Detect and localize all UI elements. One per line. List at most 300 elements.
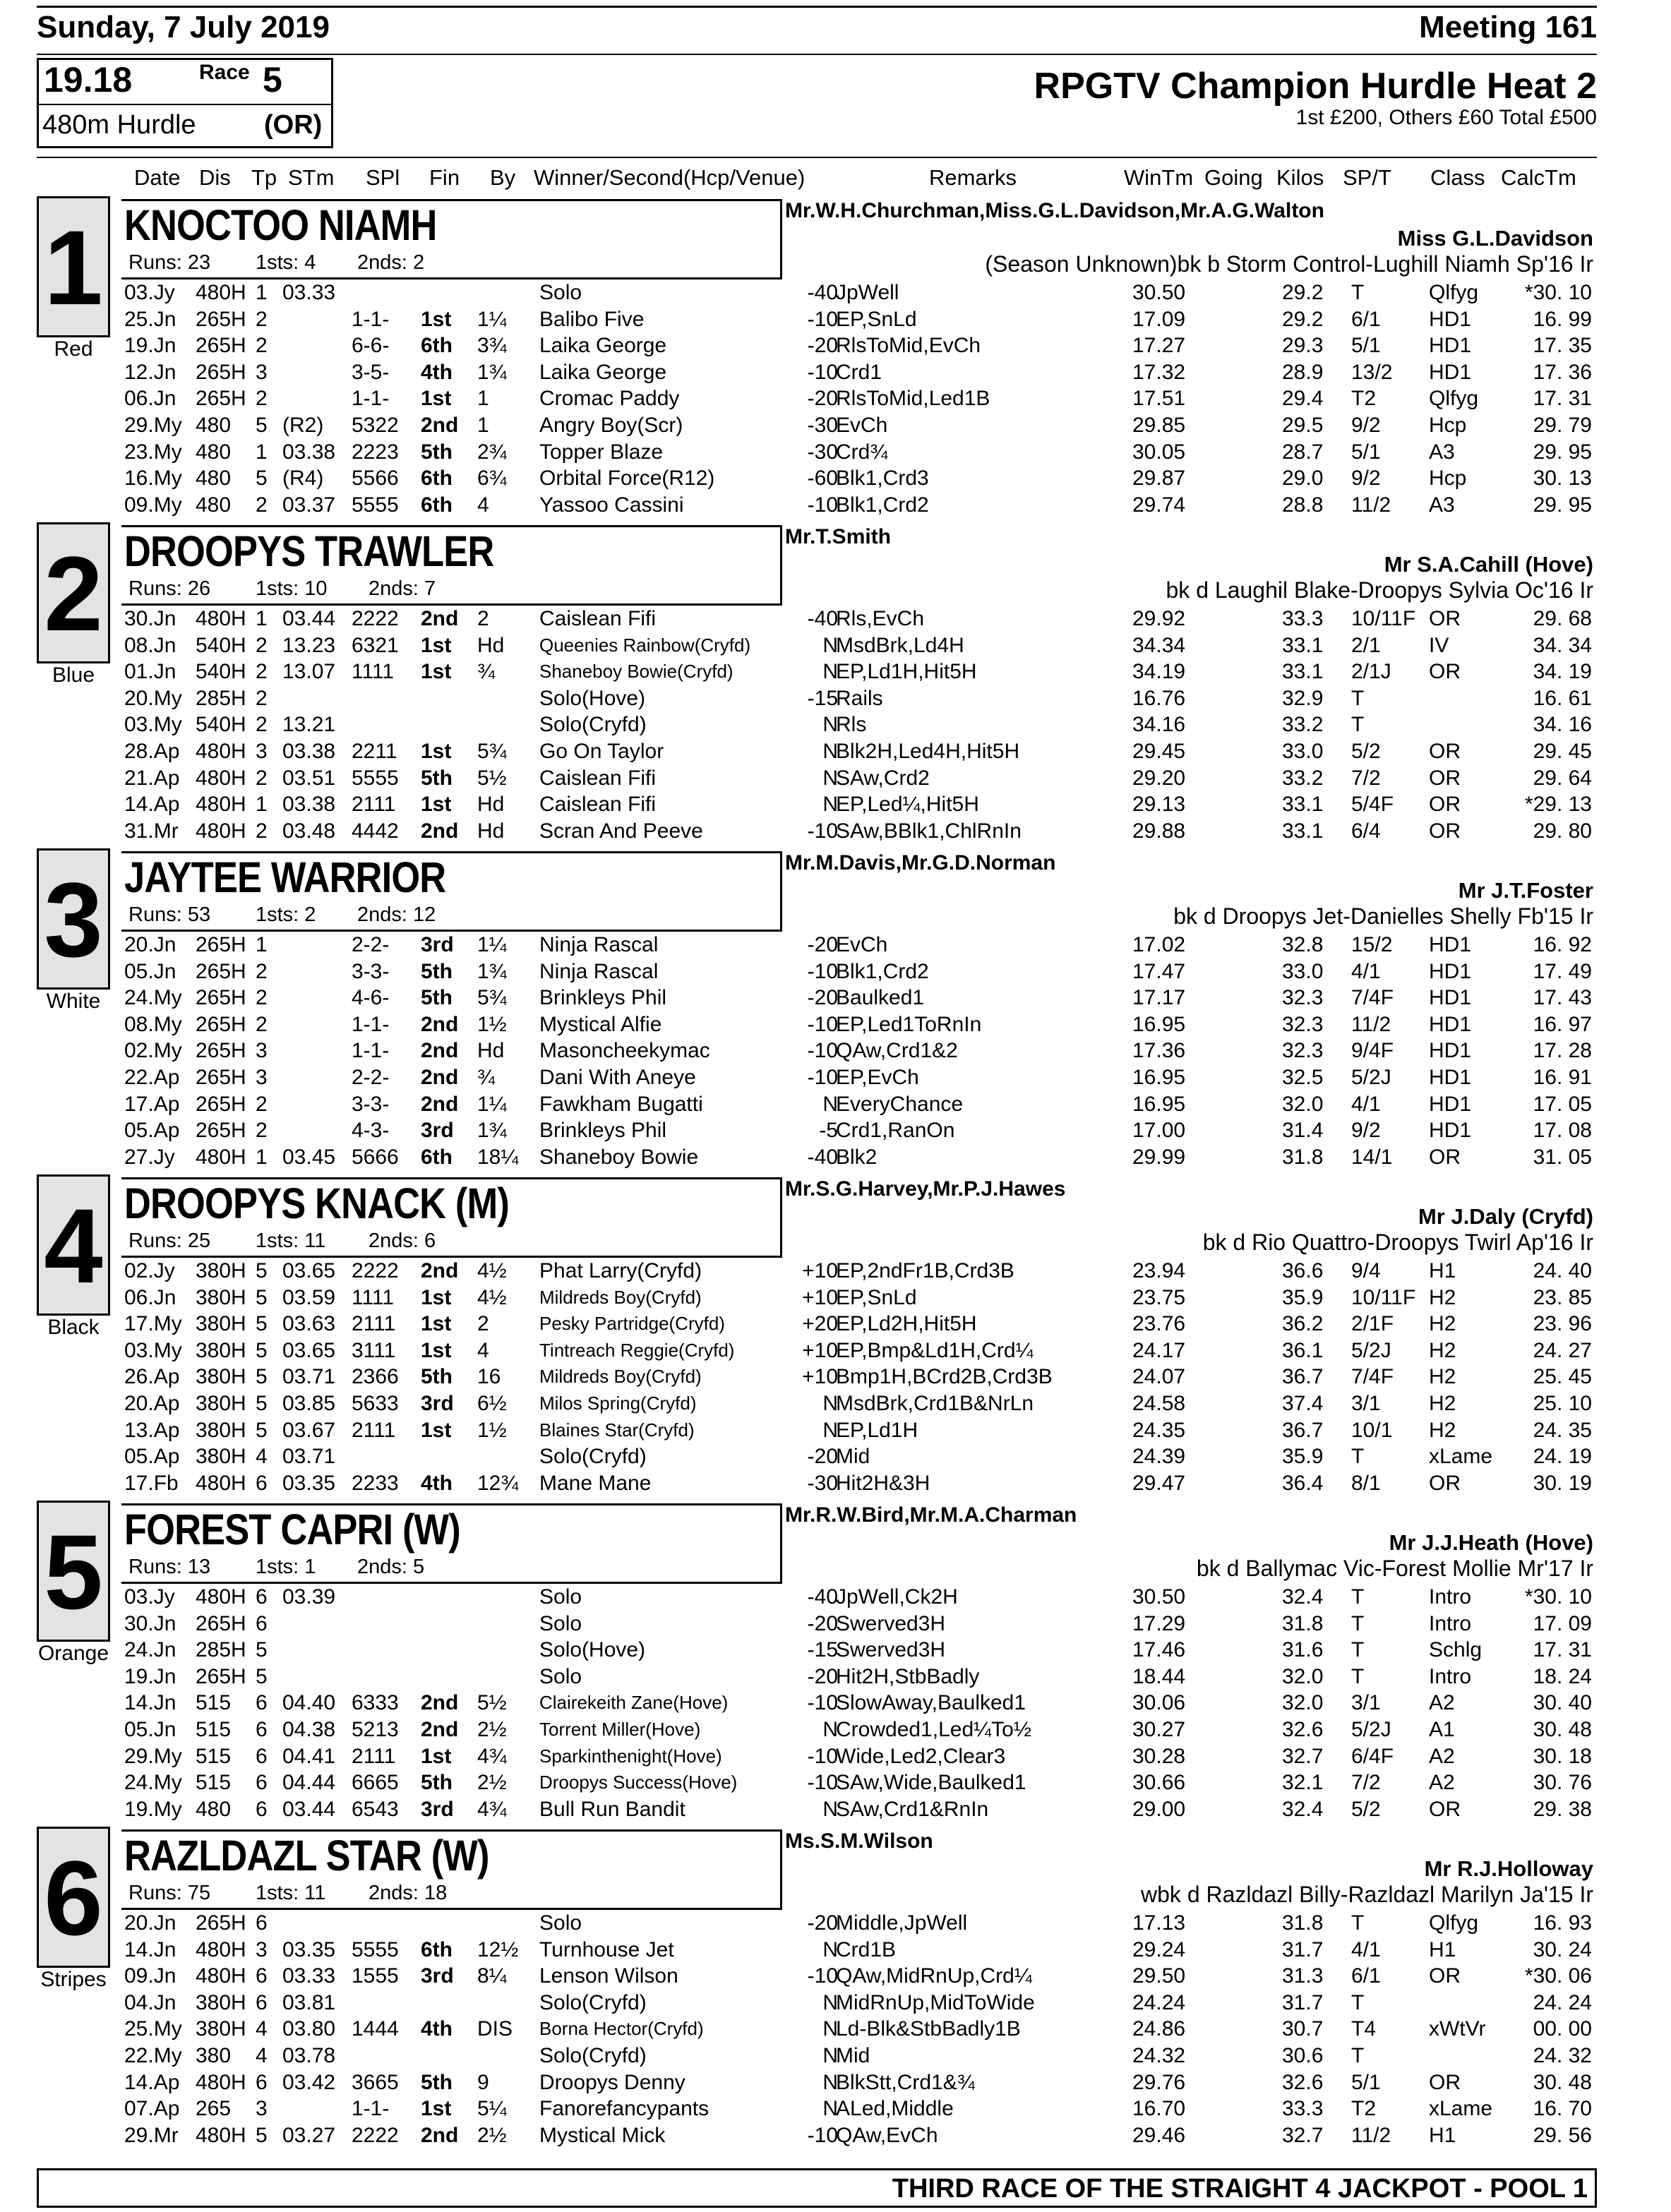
form-remarks: SAw,Wide,Baulked1 bbox=[836, 1771, 1026, 1795]
form-starting-price: 5/1 bbox=[1351, 440, 1381, 464]
form-line bbox=[0, 1664, 1671, 1690]
form-winning-time: 17.36 bbox=[1132, 1039, 1186, 1063]
form-date: 03.My bbox=[124, 713, 182, 737]
form-trap: 1 bbox=[256, 607, 268, 630]
form-going: -10 bbox=[807, 2123, 838, 2147]
form-sectional-time: 04.38 bbox=[282, 1718, 336, 1741]
form-weight: 32.3 bbox=[1282, 1012, 1324, 1036]
form-winning-time: 29.99 bbox=[1132, 1145, 1186, 1169]
form-winner-second: Droopys Success(Hove) bbox=[539, 1772, 738, 1793]
form-winner-second: Go On Taylor bbox=[539, 740, 664, 763]
form-sectional-time: 03.63 bbox=[282, 1312, 336, 1336]
col-remarks: Remarks bbox=[929, 165, 1017, 190]
form-winner-second: Phat Larry(Cryfd) bbox=[539, 1259, 702, 1282]
form-class: Intro bbox=[1429, 1611, 1472, 1635]
form-trap: 2 bbox=[256, 766, 268, 790]
form-class: HD1 bbox=[1429, 334, 1472, 358]
form-finish: 2nd bbox=[421, 1092, 459, 1116]
form-date: 08.My bbox=[124, 1012, 182, 1036]
form-trap: 2 bbox=[256, 1012, 268, 1036]
form-weight: 29.2 bbox=[1282, 307, 1324, 331]
form-sectional-time: 03.67 bbox=[282, 1418, 336, 1442]
seconds-count: 2nds: 2 bbox=[357, 251, 425, 274]
form-line bbox=[0, 465, 1671, 491]
form-remarks: Blk2 bbox=[836, 1145, 878, 1169]
form-sectional-time: 03.65 bbox=[282, 1259, 336, 1282]
form-starting-price: 8/1 bbox=[1351, 1471, 1381, 1495]
form-finish: 1st bbox=[421, 1744, 452, 1768]
form-class: A2 bbox=[1429, 1691, 1455, 1715]
form-finish: 2nd bbox=[421, 1718, 459, 1741]
form-finish: 1st bbox=[421, 1285, 452, 1309]
form-sectional-time: 03.85 bbox=[282, 1392, 336, 1415]
form-distance-beaten: 5¾ bbox=[477, 740, 507, 763]
form-starting-price: 4/1 bbox=[1351, 1937, 1381, 1961]
form-winner-second: Caislean Fifi bbox=[539, 607, 657, 630]
form-trap: 5 bbox=[256, 1418, 268, 1442]
form-weight: 36.1 bbox=[1282, 1338, 1324, 1362]
trap-number: 5 bbox=[44, 1513, 103, 1631]
form-class: OR bbox=[1429, 793, 1461, 817]
form-calculated-time: 29. 95 bbox=[1533, 493, 1592, 517]
form-weight: 32.7 bbox=[1282, 1744, 1324, 1768]
form-split-positions: 1-1- bbox=[352, 1012, 390, 1036]
form-trap: 4 bbox=[256, 1445, 268, 1469]
race-time: 19.18 bbox=[44, 60, 133, 100]
form-starting-price: 5/2 bbox=[1351, 1797, 1381, 1821]
form-going: N bbox=[822, 1797, 838, 1821]
form-winning-time: 23.76 bbox=[1132, 1312, 1186, 1336]
form-going: -30 bbox=[807, 1471, 838, 1495]
form-weight: 31.3 bbox=[1282, 1964, 1324, 1988]
form-date: 03.My bbox=[124, 1338, 182, 1362]
form-finish: 6th bbox=[421, 493, 453, 517]
form-line bbox=[0, 359, 1671, 385]
form-calculated-time: 34. 34 bbox=[1533, 633, 1592, 657]
form-line bbox=[0, 1637, 1671, 1663]
form-class: A2 bbox=[1429, 1771, 1455, 1795]
form-distance: 380H bbox=[196, 1338, 246, 1362]
form-date: 14.Ap bbox=[124, 2070, 180, 2094]
form-line bbox=[0, 1285, 1671, 1311]
form-distance: 265H bbox=[196, 986, 246, 1010]
form-weight: 33.1 bbox=[1282, 660, 1324, 684]
form-starting-price: 7/2 bbox=[1351, 1771, 1381, 1795]
form-winner-second: Solo bbox=[539, 1664, 582, 1688]
form-date: 19.My bbox=[124, 1797, 182, 1821]
form-class: H2 bbox=[1429, 1285, 1456, 1309]
form-split-positions: 2111 bbox=[352, 1744, 396, 1768]
form-remarks: RlsToMid,Led1B bbox=[836, 387, 990, 411]
form-distance: 480H bbox=[196, 1145, 246, 1169]
form-distance: 380 bbox=[196, 2044, 232, 2067]
form-weight: 32.7 bbox=[1282, 2123, 1324, 2147]
form-line bbox=[0, 685, 1671, 711]
form-date: 13.Ap bbox=[124, 1418, 180, 1442]
form-winner-second: Angry Boy(Scr) bbox=[539, 414, 683, 437]
form-remarks: Mid bbox=[836, 2044, 870, 2067]
form-distance-beaten: 16 bbox=[477, 1365, 501, 1389]
form-weight: 37.4 bbox=[1282, 1392, 1324, 1415]
form-trap: 4 bbox=[256, 2044, 268, 2067]
form-remarks: EveryChance bbox=[836, 1092, 964, 1116]
trainer: Mr J.J.Heath (Hove) bbox=[1389, 1530, 1593, 1555]
form-starting-price: 5/2 bbox=[1351, 740, 1381, 763]
form-trap: 5 bbox=[256, 467, 268, 491]
form-going: N bbox=[822, 1418, 838, 1442]
form-remarks: EP,Ld2H,Hit5H bbox=[836, 1312, 977, 1336]
form-winning-time: 17.00 bbox=[1132, 1119, 1186, 1143]
form-date: 25.Jn bbox=[124, 307, 176, 331]
form-calculated-time: 30. 19 bbox=[1533, 1471, 1592, 1495]
form-calculated-time: 30. 24 bbox=[1533, 1937, 1592, 1961]
form-line bbox=[0, 738, 1671, 764]
firsts-count: 1sts: 11 bbox=[256, 1230, 326, 1252]
form-distance-beaten: 18¼ bbox=[477, 1145, 519, 1169]
form-calculated-time: *30. 10 bbox=[1524, 281, 1592, 304]
form-trap: 2 bbox=[256, 660, 268, 684]
form-distance: 265 bbox=[196, 2097, 232, 2121]
form-class: A3 bbox=[1429, 440, 1455, 464]
form-class: Qlfyg bbox=[1429, 387, 1479, 411]
form-remarks: EP,SnLd bbox=[836, 307, 917, 331]
form-trap: 3 bbox=[256, 740, 268, 763]
form-going: N bbox=[822, 1392, 838, 1415]
breeding: bk d Droopys Jet-Danielles Shelly Fb'15 Ir bbox=[1173, 903, 1593, 929]
race-grade: (OR) bbox=[264, 110, 323, 140]
form-calculated-time: 30. 76 bbox=[1533, 1771, 1592, 1795]
trap-number: 1 bbox=[44, 208, 103, 327]
form-split-positions: 5213 bbox=[352, 1718, 399, 1741]
form-trap: 6 bbox=[256, 1797, 268, 1821]
form-going: N bbox=[822, 1990, 838, 2014]
form-line bbox=[0, 332, 1671, 359]
form-going: -15 bbox=[807, 686, 838, 710]
form-starting-price: 9/2 bbox=[1351, 414, 1381, 437]
form-finish: 5th bbox=[421, 986, 453, 1010]
form-split-positions: 5322 bbox=[352, 414, 399, 437]
form-distance-beaten: 5½ bbox=[477, 1691, 507, 1715]
form-going: -20 bbox=[807, 933, 838, 956]
form-calculated-time: 17. 49 bbox=[1533, 959, 1592, 983]
form-winning-time: 17.13 bbox=[1132, 1911, 1186, 1935]
form-remarks: EP,Bmp&Ld1H,Crd¼ bbox=[836, 1338, 1034, 1362]
form-weight: 29.2 bbox=[1282, 281, 1324, 304]
form-weight: 35.9 bbox=[1282, 1285, 1324, 1309]
form-going: -30 bbox=[807, 440, 838, 464]
form-finish: 1st bbox=[421, 1338, 452, 1362]
form-date: 20.My bbox=[124, 686, 182, 710]
form-distance: 380H bbox=[196, 1312, 246, 1336]
form-winning-time: 17.29 bbox=[1132, 1611, 1186, 1635]
form-trap: 6 bbox=[256, 1911, 268, 1935]
form-winning-time: 29.74 bbox=[1132, 493, 1186, 517]
form-winner-second: Fanorefancypants bbox=[539, 2097, 709, 2121]
form-remarks: EP,EvCh bbox=[836, 1066, 919, 1089]
form-date: 20.Ap bbox=[124, 1392, 180, 1415]
form-distance: 480H bbox=[196, 740, 246, 763]
form-distance: 480 bbox=[196, 467, 232, 491]
form-line bbox=[0, 632, 1671, 659]
seconds-count: 2nds: 5 bbox=[357, 1556, 425, 1578]
form-class: HD1 bbox=[1429, 1039, 1472, 1063]
form-starting-price: 14/1 bbox=[1351, 1145, 1393, 1169]
form-line bbox=[0, 1091, 1671, 1117]
form-going: -20 bbox=[807, 1445, 838, 1469]
form-going: -40 bbox=[807, 1585, 838, 1609]
form-split-positions: 6665 bbox=[352, 1771, 399, 1795]
form-distance: 480H bbox=[196, 1937, 246, 1961]
form-remarks: MidRnUp,MidToWide bbox=[836, 1990, 1035, 2014]
form-class: OR bbox=[1429, 1471, 1461, 1495]
form-winner-second: Solo bbox=[539, 1585, 582, 1609]
trap-number: 2 bbox=[44, 534, 103, 653]
form-calculated-time: 24. 40 bbox=[1533, 1259, 1592, 1282]
form-starting-price: 3/1 bbox=[1351, 1392, 1381, 1415]
form-distance: 265H bbox=[196, 307, 246, 331]
form-split-positions: 3-3- bbox=[352, 959, 390, 983]
form-calculated-time: 34. 16 bbox=[1533, 713, 1592, 737]
form-split-positions: 2222 bbox=[352, 2123, 399, 2147]
form-class: Intro bbox=[1429, 1585, 1472, 1609]
form-starting-price: 9/2 bbox=[1351, 467, 1381, 491]
form-winning-time: 17.27 bbox=[1132, 334, 1186, 358]
form-trap: 6 bbox=[256, 1585, 268, 1609]
form-trap: 2 bbox=[256, 493, 268, 517]
form-class: A3 bbox=[1429, 493, 1455, 517]
form-trap: 2 bbox=[256, 819, 268, 843]
form-distance: 265H bbox=[196, 933, 246, 956]
form-winning-time: 30.06 bbox=[1132, 1691, 1186, 1715]
prize-money: 1st £200, Others £60 Total £500 bbox=[1295, 106, 1597, 129]
form-weight: 33.2 bbox=[1282, 766, 1324, 790]
form-distance: 380H bbox=[196, 1445, 246, 1469]
form-class: H1 bbox=[1429, 1937, 1456, 1961]
form-class: xWtVr bbox=[1429, 2017, 1486, 2041]
form-date: 07.Ap bbox=[124, 2097, 180, 2121]
form-starting-price: T bbox=[1351, 713, 1365, 737]
form-line bbox=[0, 279, 1671, 306]
form-starting-price: 5/1 bbox=[1351, 334, 1381, 358]
form-sectional-time: 03.42 bbox=[282, 2070, 336, 2094]
form-going: -40 bbox=[807, 1145, 838, 1169]
form-winning-time: 17.02 bbox=[1132, 933, 1186, 956]
form-calculated-time: 24. 35 bbox=[1533, 1418, 1592, 1442]
form-finish: 1st bbox=[421, 2097, 452, 2121]
form-remarks: Ld-Blk&StbBadly1B bbox=[836, 2017, 1021, 2041]
form-trap: 3 bbox=[256, 360, 268, 384]
form-sectional-time: 03.44 bbox=[282, 607, 336, 630]
form-sectional-time: 03.38 bbox=[282, 740, 336, 763]
form-distance-beaten: 4¾ bbox=[477, 1797, 507, 1821]
trainer: Mr J.Daly (Cryfd) bbox=[1418, 1204, 1593, 1229]
form-starting-price: 3/1 bbox=[1351, 1691, 1381, 1715]
form-winning-time: 34.19 bbox=[1132, 660, 1186, 684]
form-weight: 31.4 bbox=[1282, 1119, 1324, 1143]
form-going: -40 bbox=[807, 607, 838, 630]
form-winning-time: 16.70 bbox=[1132, 2097, 1186, 2121]
form-class: OR bbox=[1429, 1145, 1461, 1169]
form-distance: 480 bbox=[196, 1797, 232, 1821]
form-sectional-time: 03.39 bbox=[282, 1585, 336, 1609]
form-weight: 33.3 bbox=[1282, 2097, 1324, 2121]
form-winner-second: Tintreach Reggie(Cryfd) bbox=[539, 1339, 735, 1361]
form-split-positions: 6543 bbox=[352, 1797, 399, 1821]
form-distance-beaten: 9 bbox=[477, 2070, 489, 2094]
form-line bbox=[0, 1011, 1671, 1038]
form-class: Hcp bbox=[1429, 467, 1467, 491]
form-going: N bbox=[822, 2044, 838, 2067]
form-distance: 265H bbox=[196, 1611, 246, 1635]
form-line bbox=[0, 385, 1671, 411]
col-class: Class bbox=[1430, 165, 1485, 190]
form-distance: 480H bbox=[196, 281, 246, 304]
form-calculated-time: 29. 45 bbox=[1533, 740, 1592, 763]
form-distance: 285H bbox=[196, 686, 246, 710]
form-starting-price: 5/2J bbox=[1351, 1718, 1391, 1741]
form-date: 30.Jn bbox=[124, 607, 176, 630]
form-date: 04.Jn bbox=[124, 1990, 176, 2014]
form-going: -10 bbox=[807, 959, 838, 983]
runs-count: Runs: 53 bbox=[128, 903, 211, 926]
form-calculated-time: 30. 48 bbox=[1533, 2070, 1592, 2094]
form-calculated-time: 16. 92 bbox=[1533, 933, 1592, 956]
form-remarks: SAw,Crd1&RnIn bbox=[836, 1797, 989, 1821]
form-distance: 380H bbox=[196, 1365, 246, 1389]
form-winner-second: Blaines Star(Cryfd) bbox=[539, 1419, 695, 1441]
form-sectional-time: 03.65 bbox=[282, 1338, 336, 1362]
form-trap: 5 bbox=[256, 1338, 268, 1362]
form-line bbox=[0, 1470, 1671, 1496]
form-distance-beaten: Hd bbox=[477, 819, 505, 843]
form-class: OR bbox=[1429, 740, 1461, 763]
form-line bbox=[0, 2096, 1671, 2122]
form-starting-price: 7/2 bbox=[1351, 766, 1381, 790]
form-split-positions: 2-2- bbox=[352, 1066, 390, 1089]
form-starting-price: T bbox=[1351, 686, 1365, 710]
form-distance: 265H bbox=[196, 1664, 246, 1688]
form-remarks: Mid bbox=[836, 1445, 870, 1469]
form-going: N bbox=[822, 2017, 838, 2041]
form-date: 21.Ap bbox=[124, 766, 180, 790]
form-date: 25.My bbox=[124, 2017, 182, 2041]
form-date: 14.Ap bbox=[124, 793, 180, 817]
form-distance: 265H bbox=[196, 1066, 246, 1089]
form-date: 24.My bbox=[124, 986, 182, 1010]
form-starting-price: 7/4F bbox=[1351, 1365, 1394, 1389]
form-sectional-time: 04.44 bbox=[282, 1771, 336, 1795]
form-winner-second: Solo(Hove) bbox=[539, 1638, 646, 1662]
form-trap: 5 bbox=[256, 414, 268, 437]
col-tp: Tp bbox=[251, 165, 277, 190]
form-weight: 33.1 bbox=[1282, 793, 1324, 817]
form-going: -10 bbox=[807, 1039, 838, 1063]
form-winning-time: 29.87 bbox=[1132, 467, 1186, 491]
form-sectional-time: 04.40 bbox=[282, 1691, 336, 1715]
form-trap: 2 bbox=[256, 686, 268, 710]
runs-count: Runs: 23 bbox=[128, 251, 211, 274]
form-trap: 6 bbox=[256, 1718, 268, 1741]
form-line bbox=[0, 2043, 1671, 2069]
form-date: 23.My bbox=[124, 440, 182, 464]
form-calculated-time: 29. 95 bbox=[1533, 440, 1592, 464]
form-winner-second: Mane Mane bbox=[539, 1471, 652, 1495]
form-winning-time: 24.17 bbox=[1132, 1338, 1186, 1362]
form-trap: 2 bbox=[256, 713, 268, 737]
col-calctm: CalcTm bbox=[1501, 165, 1576, 190]
form-date: 24.My bbox=[124, 1771, 182, 1795]
form-trap: 2 bbox=[256, 986, 268, 1010]
breeding: (Season Unknown)bk b Storm Control-Lughill Niamh Sp'16 Ir bbox=[985, 251, 1593, 277]
form-class: xLame bbox=[1429, 1445, 1493, 1469]
form-trap: 5 bbox=[256, 1664, 268, 1688]
form-line bbox=[0, 1417, 1671, 1443]
form-going: N bbox=[822, 633, 838, 657]
form-distance: 265H bbox=[196, 959, 246, 983]
form-weight: 31.8 bbox=[1282, 1911, 1324, 1935]
form-sectional-time: 03.33 bbox=[282, 1964, 336, 1988]
form-weight: 30.6 bbox=[1282, 2044, 1324, 2067]
form-remarks: Rls bbox=[836, 713, 867, 737]
form-going: -10 bbox=[807, 493, 838, 517]
form-split-positions: 6321 bbox=[352, 633, 399, 657]
form-class: Qlfyg bbox=[1429, 281, 1479, 304]
form-going: N bbox=[822, 766, 838, 790]
form-winning-time: 29.92 bbox=[1132, 607, 1186, 630]
form-starting-price: 10/11F bbox=[1351, 1285, 1416, 1309]
form-weight: 36.6 bbox=[1282, 1259, 1324, 1282]
form-distance: 265H bbox=[196, 1911, 246, 1935]
form-line bbox=[0, 1937, 1671, 1963]
form-distance: 540H bbox=[196, 660, 246, 684]
form-calculated-time: 30. 18 bbox=[1533, 1744, 1592, 1768]
form-finish: 2nd bbox=[421, 1691, 459, 1715]
form-remarks: Hit2H&3H bbox=[836, 1471, 930, 1495]
form-split-positions: 1111 bbox=[352, 660, 395, 684]
form-starting-price: 5/2J bbox=[1351, 1338, 1391, 1362]
form-weight: 33.1 bbox=[1282, 633, 1324, 657]
form-calculated-time: 17. 36 bbox=[1533, 360, 1592, 384]
form-remarks: Crd1B bbox=[836, 1937, 897, 1961]
form-date: 06.Jn bbox=[124, 387, 176, 411]
trainer: Miss G.L.Davidson bbox=[1397, 226, 1593, 251]
form-starting-price: 10/11F bbox=[1351, 607, 1416, 630]
form-distance: 265H bbox=[196, 360, 246, 384]
form-finish: 4th bbox=[421, 2017, 453, 2041]
form-winner-second: Solo(Hove) bbox=[539, 686, 646, 710]
form-going: +10 bbox=[802, 1365, 838, 1389]
form-distance: 480H bbox=[196, 2123, 246, 2147]
form-winning-time: 30.05 bbox=[1132, 440, 1186, 464]
form-date: 20.Jn bbox=[124, 1911, 176, 1935]
form-distance: 480 bbox=[196, 493, 232, 517]
form-distance: 480 bbox=[196, 440, 232, 464]
trap-colour: Red bbox=[54, 337, 93, 361]
form-weight: 31.6 bbox=[1282, 1638, 1324, 1662]
race-date: Sunday, 7 July 2019 bbox=[37, 10, 330, 44]
form-remarks: Blk1,Crd2 bbox=[836, 959, 929, 983]
form-winning-time: 29.85 bbox=[1132, 414, 1186, 437]
form-sectional-time: 13.07 bbox=[282, 660, 336, 684]
form-trap: 5 bbox=[256, 2123, 268, 2147]
form-weight: 36.2 bbox=[1282, 1312, 1324, 1336]
form-distance-beaten: Hd bbox=[477, 633, 505, 657]
form-winning-time: 17.17 bbox=[1132, 986, 1186, 1010]
form-winning-time: 23.75 bbox=[1132, 1285, 1186, 1309]
form-calculated-time: 16. 91 bbox=[1533, 1066, 1592, 1089]
form-class: Intro bbox=[1429, 1664, 1472, 1688]
form-weight: 28.8 bbox=[1282, 493, 1324, 517]
